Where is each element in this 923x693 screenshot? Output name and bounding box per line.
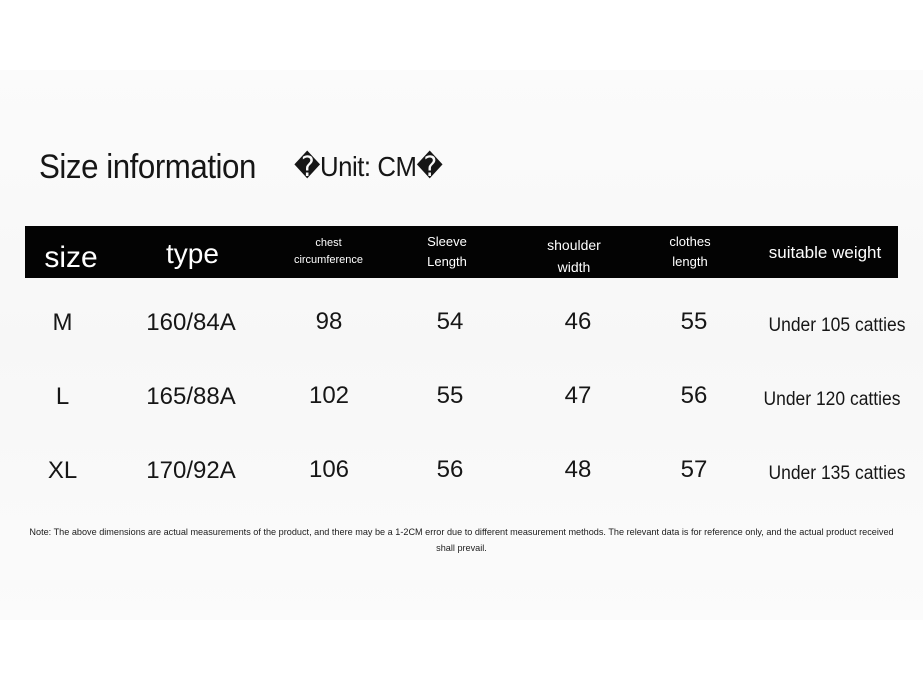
- cell-size: L: [55, 383, 70, 410]
- cell-type: 160/84A: [146, 309, 236, 336]
- cell-clothes: 55: [680, 308, 708, 335]
- cell-shoulder: 46: [564, 308, 592, 335]
- header-sleeve-line2: Length: [427, 254, 467, 269]
- header-shoulder: [529, 226, 619, 278]
- cell-sleeve: 54: [436, 308, 464, 335]
- header-chest-line1: chest: [315, 237, 342, 249]
- footnote: Note: The above dimensions are actual measurements of the product, and there may be a 1-2CM error due to different measurement methods. The relevant data is for reference only, and the actual product received shall prevail.: [29, 527, 894, 554]
- cell-clothes: 57: [680, 456, 708, 483]
- header-clothes-line2: length: [672, 254, 708, 269]
- unit-label: �Unit: CM�: [294, 151, 443, 182]
- header-clothes: [650, 226, 730, 278]
- page-title: Size information: [39, 148, 256, 186]
- cell-chest: 98: [315, 308, 343, 335]
- cell-sleeve: 56: [436, 456, 464, 483]
- cell-size: M: [52, 309, 73, 336]
- cell-sleeve: 55: [436, 382, 464, 409]
- cell-type: 165/88A: [146, 383, 236, 410]
- header-chest: [281, 226, 376, 278]
- header-shoulder-line2: width: [557, 259, 591, 275]
- cell-chest: 102: [308, 382, 350, 409]
- header-clothes-line1: clothes: [669, 234, 711, 249]
- cell-weight: Under 105 catties: [768, 315, 906, 336]
- cell-chest: 106: [308, 456, 350, 483]
- header-weight: suitable weight: [768, 243, 882, 262]
- header-type: type: [166, 238, 219, 269]
- cell-type: 170/92A: [146, 457, 236, 484]
- cell-weight: Under 120 catties: [763, 389, 901, 410]
- header-size: size: [44, 241, 98, 274]
- cell-weight: Under 135 catties: [768, 463, 906, 484]
- header-sleeve: [403, 226, 491, 278]
- cell-size: XL: [47, 457, 78, 484]
- cell-shoulder: 47: [564, 382, 592, 409]
- header-shoulder-line1: shoulder: [547, 237, 601, 253]
- header-sleeve-line1: Sleeve: [427, 234, 467, 249]
- table-header: [25, 226, 898, 278]
- header-chest-line2: circumference: [293, 254, 364, 266]
- cell-shoulder: 48: [564, 456, 592, 483]
- cell-clothes: 56: [680, 382, 708, 409]
